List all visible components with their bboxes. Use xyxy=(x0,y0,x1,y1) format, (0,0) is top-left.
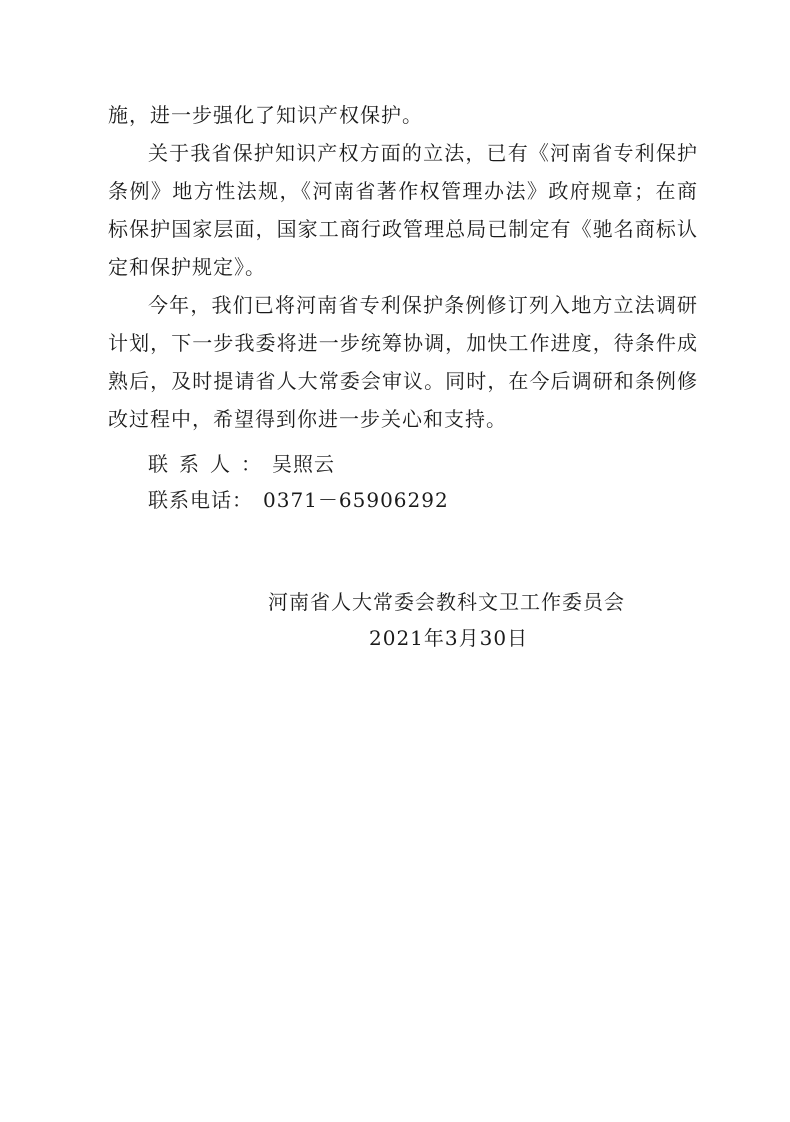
contact-block xyxy=(148,446,449,518)
contact-person-name: 吴照云 xyxy=(272,452,335,476)
contact-phone-label: 联系电话： xyxy=(148,488,253,512)
signature-date: 2021年3月30日 xyxy=(369,626,529,650)
contact-phone-row xyxy=(148,482,449,518)
contact-person-row xyxy=(148,446,449,482)
paragraph-legislation: 关于我省保护知识产权方面的立法，已有《河南省专利保护条例》地方性法规，《河南省著作权管理办法》政府规章；在商标保护国家层面，国家工商行政管理总局已制定有《驰名商标认定和保护规定》。 xyxy=(108,141,698,279)
signature-organization: 河南省人大常委会教科文卫工作委员会 xyxy=(268,590,625,614)
contact-person-label: 联系人： xyxy=(148,452,272,476)
paragraph-plan: 今年，我们已将河南省专利保护条例修订列入地方立法调研计划，下一步我委将进一步统筹协调，加快工作进度，待条件成熟后，及时提请省人大常委会审议。同时，在今后调研和条例修改过程中，希望得到你进一步关心和支持。 xyxy=(108,293,698,431)
contact-phone-number: 0371－65906292 xyxy=(263,488,449,512)
document-body xyxy=(108,96,698,438)
signature-block xyxy=(268,584,625,656)
paragraph-continuation: 施，进一步强化了知识产权保护。 xyxy=(108,103,423,127)
